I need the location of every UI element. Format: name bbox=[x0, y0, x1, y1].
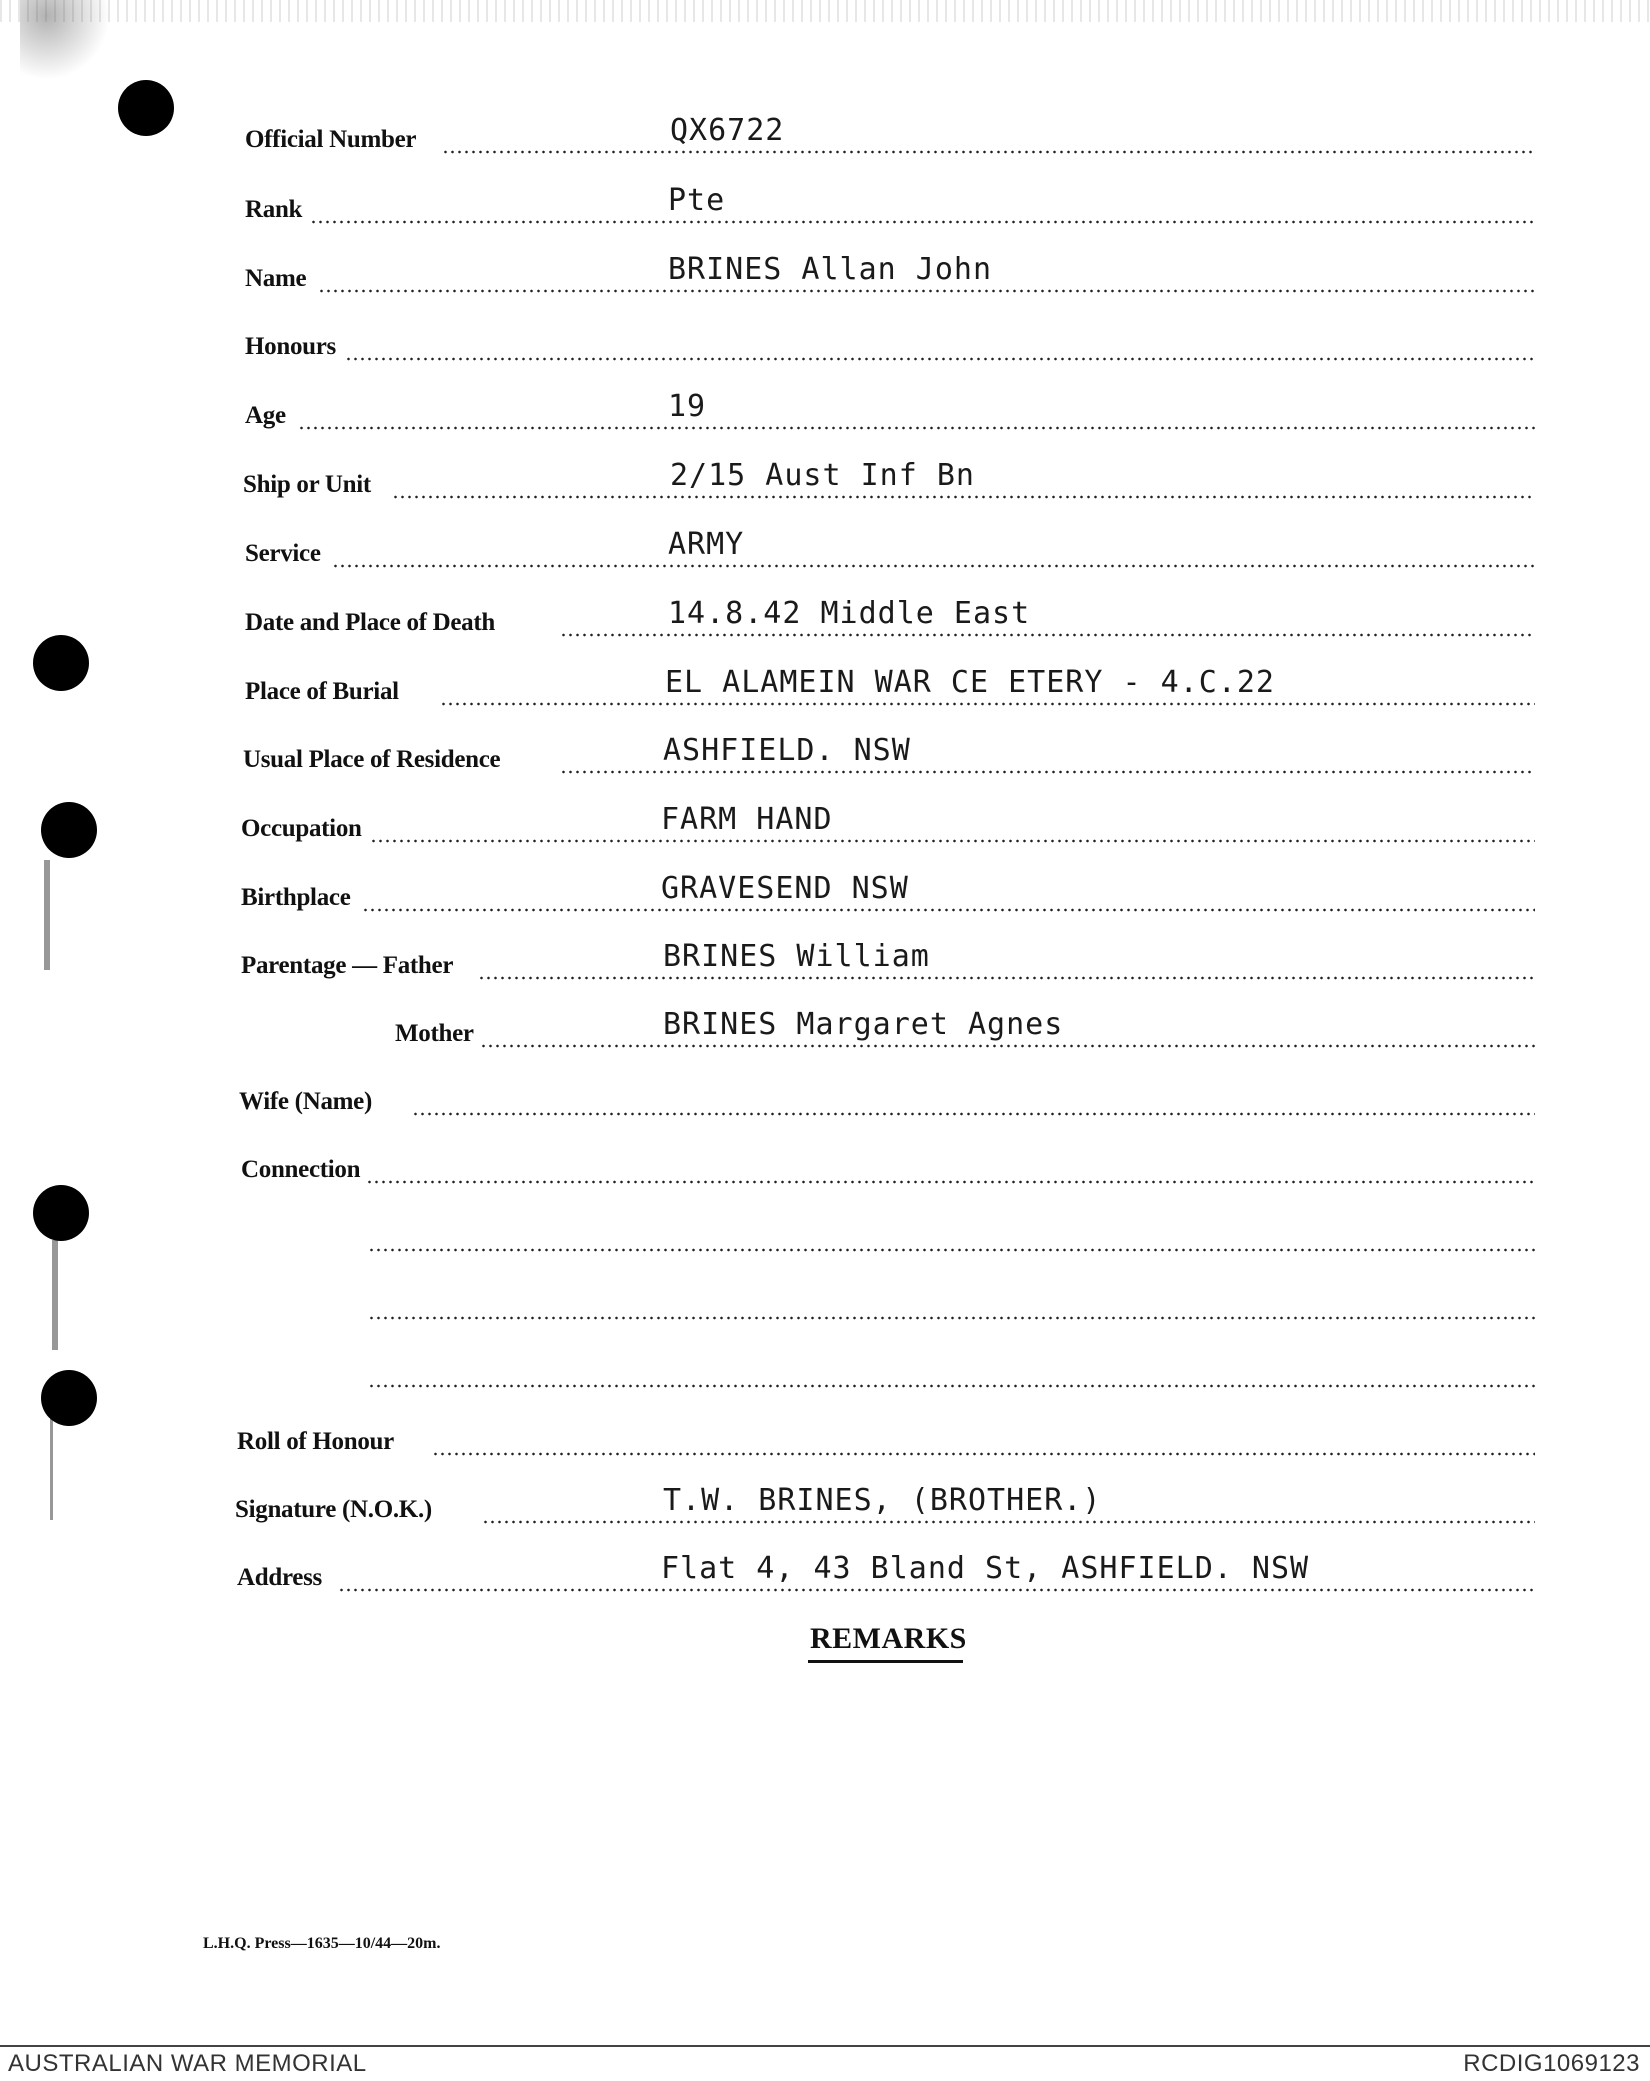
official-number-label: Official Number bbox=[245, 126, 417, 153]
dotted-line bbox=[440, 702, 1535, 706]
birthplace-label: Birthplace bbox=[241, 884, 351, 911]
dotted-line bbox=[560, 633, 1535, 637]
connection-continuation-line bbox=[0, 1218, 1650, 1258]
remarks-underline bbox=[808, 1660, 963, 1663]
dotted-line bbox=[368, 1384, 1535, 1388]
dotted-line bbox=[480, 1044, 1535, 1048]
field-roll-of-honour bbox=[0, 1422, 1650, 1462]
dotted-line bbox=[370, 839, 1535, 843]
usual-residence-label: Usual Place of Residence bbox=[243, 746, 501, 773]
field-address bbox=[0, 1551, 1650, 1598]
occupation-label: Occupation bbox=[241, 815, 362, 842]
place-of-burial-value: EL ALAMEIN WAR CE ETERY - 4.C.22 bbox=[665, 665, 1275, 700]
dotted-line bbox=[392, 495, 1535, 499]
dotted-line bbox=[338, 1588, 1535, 1592]
scan-corner-smudge bbox=[20, 0, 110, 80]
field-date-place-death bbox=[0, 596, 1650, 643]
rank-label: Rank bbox=[245, 196, 303, 223]
field-signature-nok bbox=[0, 1483, 1650, 1530]
field-honours bbox=[0, 327, 1650, 367]
printer-imprint: L.H.Q. Press—1635—10/44—20m. bbox=[203, 1935, 441, 1952]
service-value: ARMY bbox=[668, 527, 745, 562]
roll-of-honour-label: Roll of Honour bbox=[237, 1428, 394, 1455]
date-place-death-label: Date and Place of Death bbox=[245, 609, 495, 636]
field-place-of-burial bbox=[0, 665, 1650, 712]
field-wife bbox=[0, 1082, 1650, 1122]
field-name bbox=[0, 252, 1650, 299]
connection-continuation-line bbox=[0, 1354, 1650, 1394]
ship-or-unit-label: Ship or Unit bbox=[243, 471, 371, 498]
ship-or-unit-value: 2/15 Aust Inf Bn bbox=[670, 458, 975, 493]
field-parentage-father bbox=[0, 939, 1650, 986]
parentage-father-label: Parentage — Father bbox=[241, 952, 454, 979]
remarks-heading: REMARKS bbox=[810, 1622, 967, 1655]
field-usual-residence bbox=[0, 733, 1650, 780]
field-occupation bbox=[0, 802, 1650, 849]
service-label: Service bbox=[245, 540, 321, 567]
dotted-line bbox=[432, 1452, 1535, 1456]
name-label: Name bbox=[245, 265, 307, 292]
honours-label: Honours bbox=[245, 333, 336, 360]
dotted-line bbox=[345, 357, 1535, 361]
signature-nok-label: Signature (N.O.K.) bbox=[235, 1496, 432, 1523]
dotted-line bbox=[298, 426, 1535, 430]
address-label: Address bbox=[237, 1564, 322, 1591]
field-rank bbox=[0, 183, 1650, 230]
field-ship-or-unit bbox=[0, 458, 1650, 505]
age-value: 19 bbox=[668, 389, 707, 424]
official-number-value: QX6722 bbox=[670, 113, 785, 148]
age-label: Age bbox=[245, 402, 286, 429]
dotted-line bbox=[368, 1248, 1535, 1252]
mother-label: Mother bbox=[395, 1020, 474, 1047]
field-official-number bbox=[0, 113, 1650, 160]
place-of-burial-label: Place of Burial bbox=[245, 678, 399, 705]
connection-continuation-line bbox=[0, 1286, 1650, 1326]
dotted-line bbox=[310, 220, 1535, 224]
footer-record-id: RCDIG1069123 bbox=[1463, 2050, 1640, 2077]
dotted-line bbox=[362, 908, 1535, 912]
connection-label: Connection bbox=[241, 1156, 361, 1183]
rank-value: Pte bbox=[668, 183, 726, 218]
field-age bbox=[0, 389, 1650, 436]
footer-archive-name: AUSTRALIAN WAR MEMORIAL bbox=[8, 2050, 367, 2077]
address-value: Flat 4, 43 Bland St, ASHFIELD. NSW bbox=[661, 1551, 1310, 1586]
field-mother bbox=[0, 1007, 1650, 1054]
signature-nok-value: T.W. BRINES, (BROTHER.) bbox=[663, 1483, 1102, 1518]
dotted-line bbox=[332, 564, 1535, 568]
scan-edge-artifact bbox=[0, 0, 1650, 22]
dotted-line bbox=[478, 976, 1535, 980]
usual-residence-value: ASHFIELD. NSW bbox=[663, 733, 911, 768]
footer-divider bbox=[0, 2045, 1650, 2047]
name-value: BRINES Allan John bbox=[668, 252, 993, 287]
wife-label: Wife (Name) bbox=[239, 1088, 372, 1115]
occupation-value: FARM HAND bbox=[661, 802, 833, 837]
dotted-line bbox=[366, 1180, 1535, 1184]
date-place-death-value: 14.8.42 Middle East bbox=[668, 596, 1031, 631]
dotted-line bbox=[318, 289, 1535, 293]
dotted-line bbox=[482, 1520, 1535, 1524]
dotted-line bbox=[560, 770, 1535, 774]
field-connection bbox=[0, 1150, 1650, 1190]
mother-value: BRINES Margaret Agnes bbox=[663, 1007, 1064, 1042]
field-birthplace bbox=[0, 871, 1650, 918]
dotted-line bbox=[442, 150, 1535, 154]
dotted-line bbox=[412, 1112, 1535, 1116]
field-service bbox=[0, 527, 1650, 574]
parentage-father-value: BRINES William bbox=[663, 939, 930, 974]
dotted-line bbox=[368, 1316, 1535, 1320]
birthplace-value: GRAVESEND NSW bbox=[661, 871, 909, 906]
